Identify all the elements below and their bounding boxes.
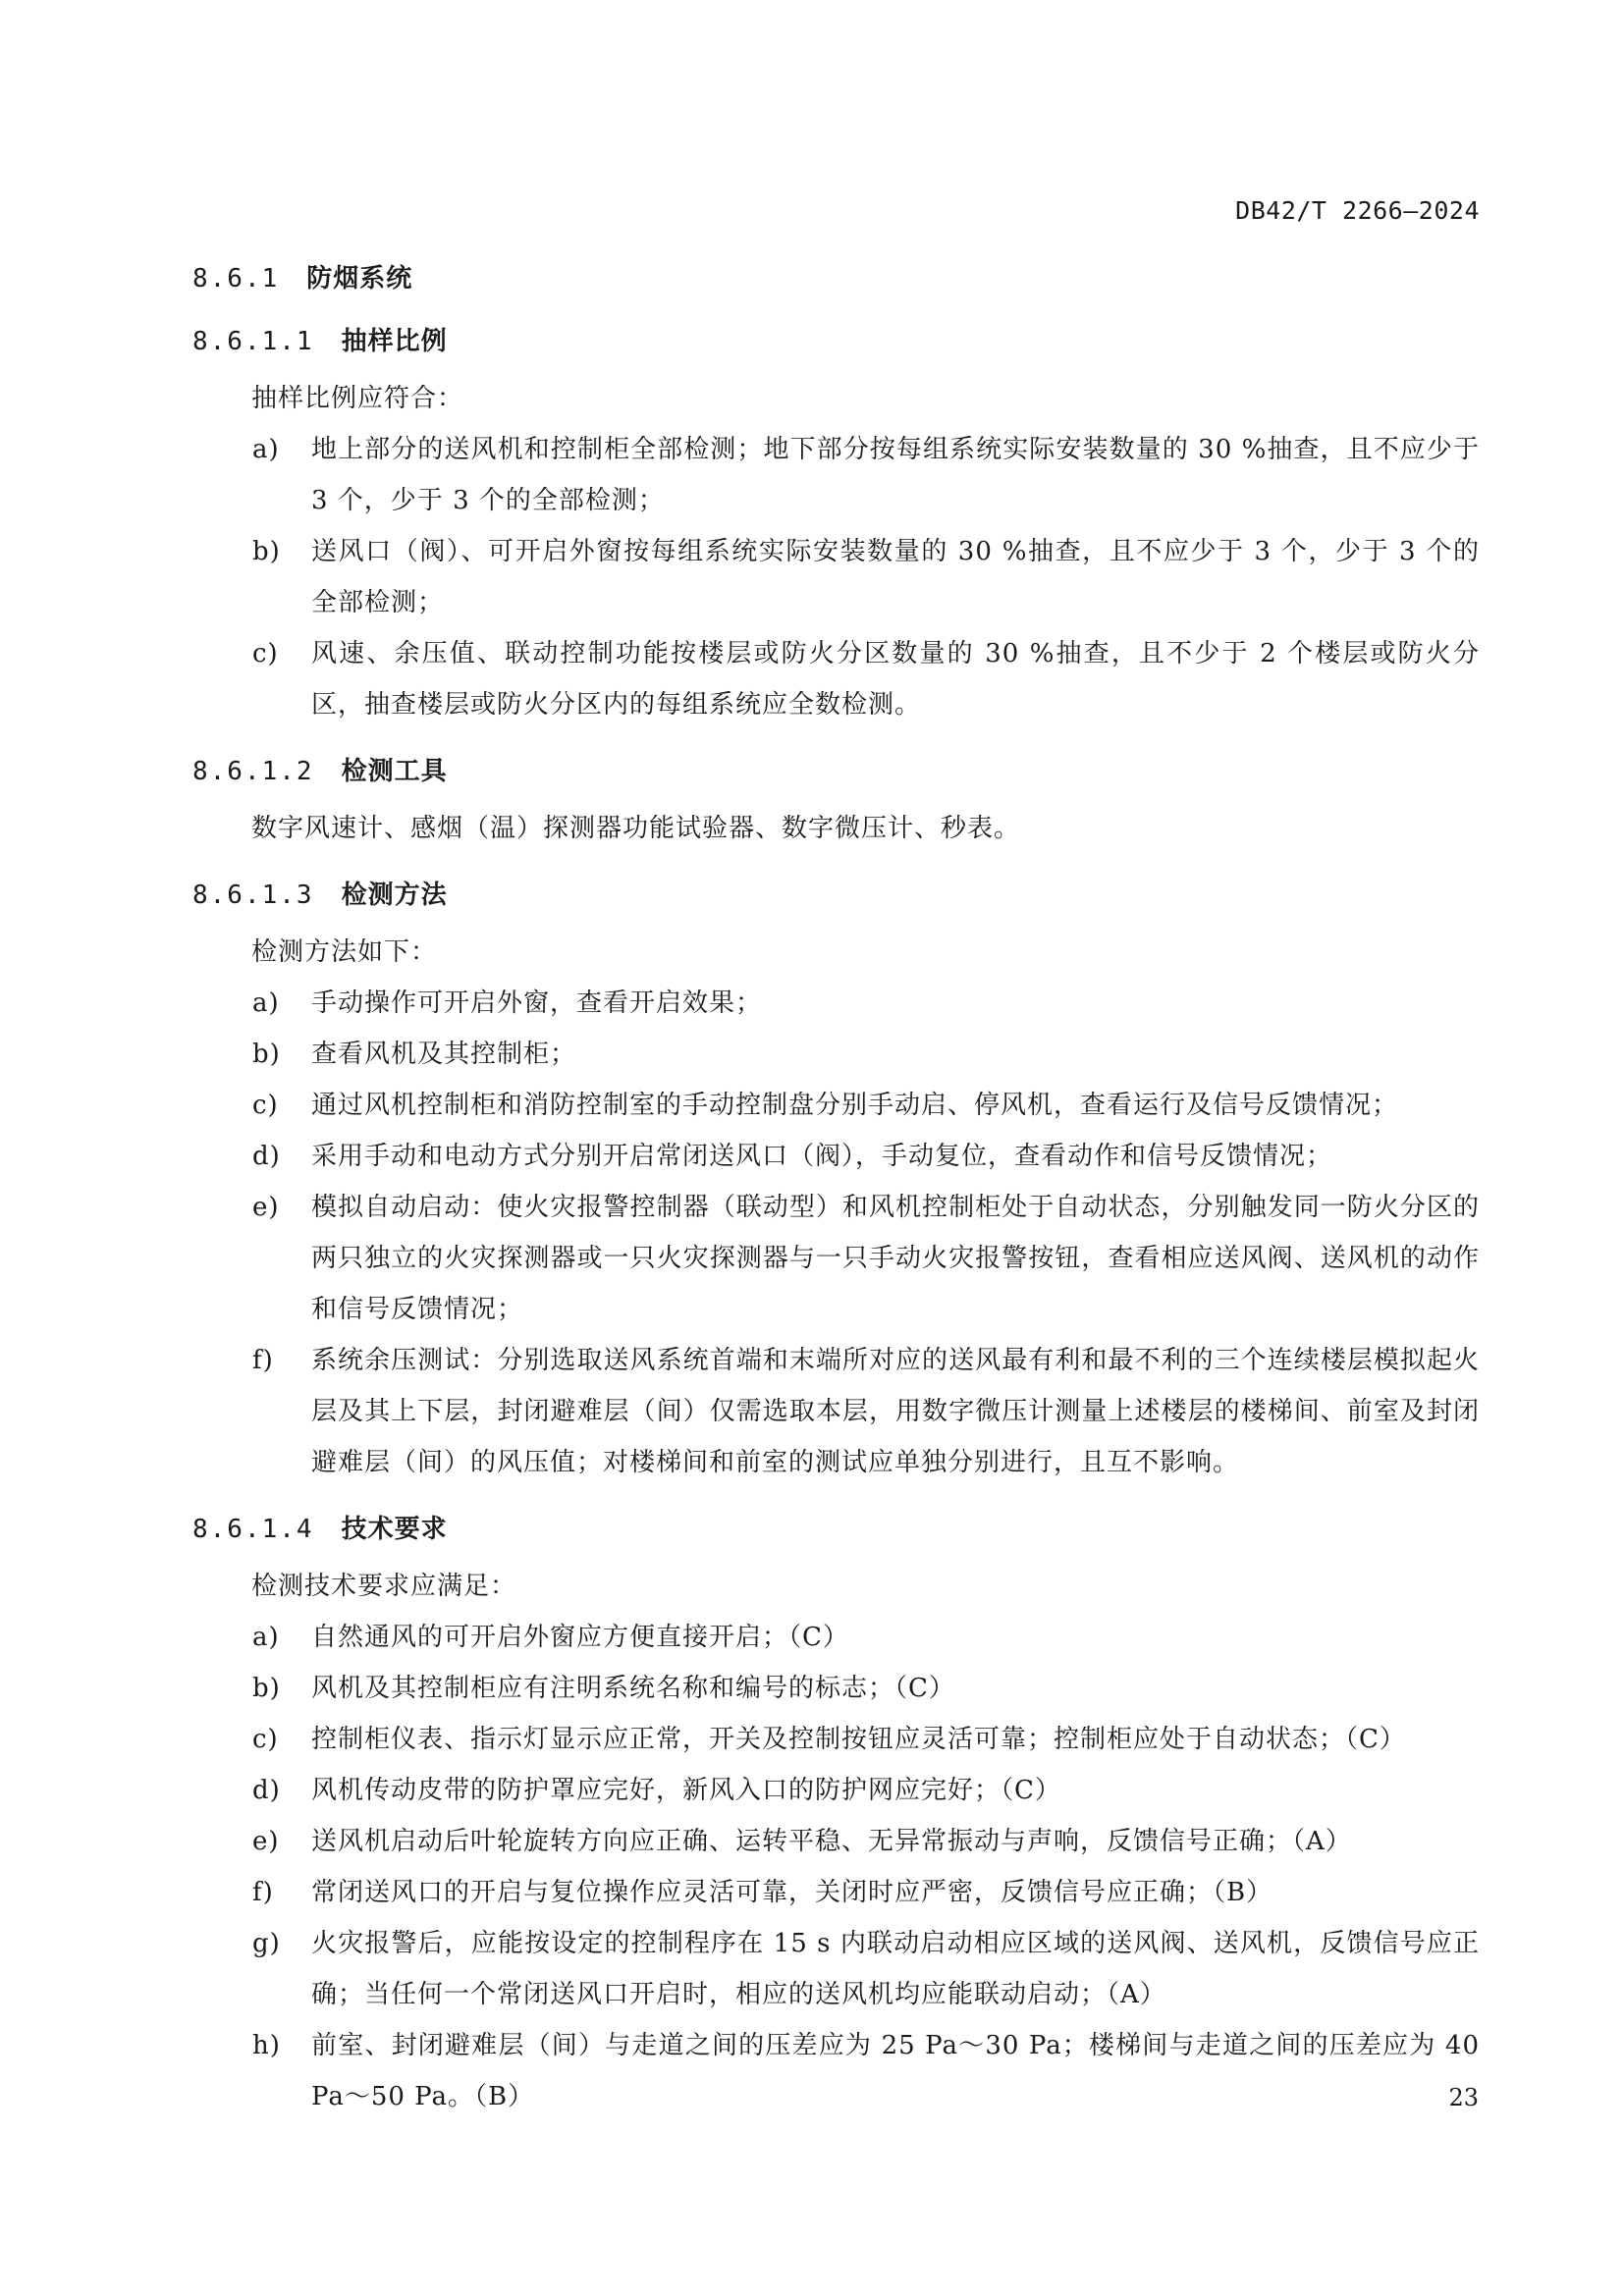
list-item-marker: e) [252,1193,280,1222]
section-number: 8.6.1.4 [192,1515,314,1544]
list-item-text: 送风口（阀）、可开启外窗按每组系统实际安装数量的 30 %抽查，且不应少于 3 个，少于 3 个的全部检测； [311,537,1480,617]
section-number: 8.6.1.3 [192,881,314,910]
list-item-marker: e) [252,1827,280,1856]
section-heading [192,750,1480,793]
list-item-marker: h) [252,2031,281,2060]
section-intro: 检测方法如下： [251,937,438,967]
list-item [192,2020,1480,2122]
section-heading [192,257,1480,300]
list-item [192,1816,1480,1867]
list-item-text: 火灾报警后，应能按设定的控制程序在 15 s 内联动启动相应区域的送风阀、送风机，反馈信号应正确；当任何一个常闭送风口开启时，相应的送风机均应能联动启动；（A） [311,1929,1480,2009]
list-item-text: 查看风机及其控制柜； [311,1040,577,1069]
list-item-marker: g) [252,1929,281,1958]
list-item-text: 送风机启动后叶轮旋转方向应正确、运转平稳、无异常振动与声响，反馈信号正确；（A） [311,1827,1352,1856]
list-item [192,1131,1480,1182]
list-item-text: 模拟自动启动：使火灾报警控制器（联动型）和风机控制柜处于自动状态，分别触发同一防火分区的两只独立的火灾探测器或一只火灾探测器与一只手动火灾报警按钮，查看相应送风阀、送风机的动作和信号反馈情况； [311,1193,1480,1324]
section-title: 防烟系统 [306,264,413,294]
list-item-text: 前室、封闭避难层（间）与走道之间的压差应为 25 Pa～30 Pa；楼梯间与走道之间的压差应为 40 Pa～50 Pa。（B） [311,2031,1480,2111]
list-item [192,1663,1480,1714]
list-item-marker: b) [252,537,281,566]
list-item-text: 自然通风的可开启外窗应方便直接开启；（C） [311,1623,849,1652]
list-item-text: 风机及其控制柜应有注明系统名称和编号的标志；（C） [311,1674,955,1703]
list-item [192,424,1480,526]
list-item-text: 通过风机控制柜和消防控制室的手动控制盘分别手动启、停风机，查看运行及信号反馈情况； [311,1091,1399,1120]
page-number: 23 [1448,2084,1479,2111]
list-item-marker: c) [252,1725,279,1754]
section-number: 8.6.1.2 [192,757,314,786]
list-item [192,1867,1480,1918]
list-item-marker: a) [252,988,280,1018]
list-item-marker: f) [252,1346,274,1375]
list-item-text: 地上部分的送风机和控制柜全部检测；地下部分按每组系统实际安装数量的 30 %抽查，且不应少于 3 个，少于 3 个的全部检测； [311,435,1480,515]
section-heading [192,320,1480,363]
list-item-marker: b) [252,1040,281,1069]
document-id: DB42/T 2266—2024 [1235,196,1480,225]
list-item-text: 控制柜仪表、指示灯显示应正常，开关及控制按钮应灵活可靠；控制柜应处于自动状态；（C） [311,1725,1406,1754]
section-title: 检测工具 [341,757,448,786]
list-item [192,1714,1480,1765]
list-item [192,1612,1480,1663]
section-intro: 检测技术要求应满足： [251,1572,517,1601]
list-item-text: 采用手动和电动方式分别开启常闭送风口（阀），手动复位，查看动作和信号反馈情况； [311,1142,1333,1171]
document-body [192,257,1480,2122]
list-item [192,978,1480,1029]
list-item-text: 风机传动皮带的防护罩应完好，新风入口的防护网应完好；（C） [311,1776,1061,1805]
section-title: 抽样比例 [341,327,448,356]
list-item-text: 风速、余压值、联动控制功能按楼层或防火分区数量的 30 %抽查，且不少于 2 个楼层或防火分区，抽查楼层或防火分区内的每组系统应全数检测。 [311,639,1480,720]
list-item-text: 常闭送风口的开启与复位操作应灵活可靠，关闭时应严密，反馈信号应正确；（B） [311,1878,1273,1907]
list-item [192,1080,1480,1131]
section-number: 8.6.1.1 [192,327,314,356]
list-item-marker: d) [252,1142,281,1171]
section-title: 技术要求 [341,1515,448,1544]
list-item-marker: b) [252,1674,281,1703]
section-heading [192,1508,1480,1551]
list-item-marker: a) [252,435,280,464]
section-intro: 抽样比例应符合： [251,384,464,413]
section-number: 8.6.1 [192,264,280,294]
list-item [192,1335,1480,1488]
list-item-marker: d) [252,1776,281,1805]
list-item-marker: c) [252,639,279,668]
list-item-marker: a) [252,1623,280,1652]
section-heading [192,874,1480,917]
list-item [192,1918,1480,2020]
list-item-text: 系统余压测试：分别选取送风系统首端和末端所对应的送风最有利和最不利的三个连续楼层模拟起火层及其上下层，封闭避难层（间）仅需选取本层，用数字微压计测量上述楼层的楼梯间、前室及封闭避难层（间）的风压值；对楼梯间和前室的测试应单独分别进行，且互不影响。 [311,1346,1480,1477]
list-item [192,1182,1480,1335]
list-item [192,526,1480,628]
list-item-marker: f) [252,1878,274,1907]
list-item [192,1029,1480,1080]
list-item [192,1765,1480,1816]
list-item [192,628,1480,730]
list-item-marker: c) [252,1091,279,1120]
section-title: 检测方法 [341,881,448,910]
list-item-text: 手动操作可开启外窗，查看开启效果； [311,988,763,1018]
section-intro: 数字风速计、感烟（温）探测器功能试验器、数字微压计、秒表。 [251,814,1021,843]
